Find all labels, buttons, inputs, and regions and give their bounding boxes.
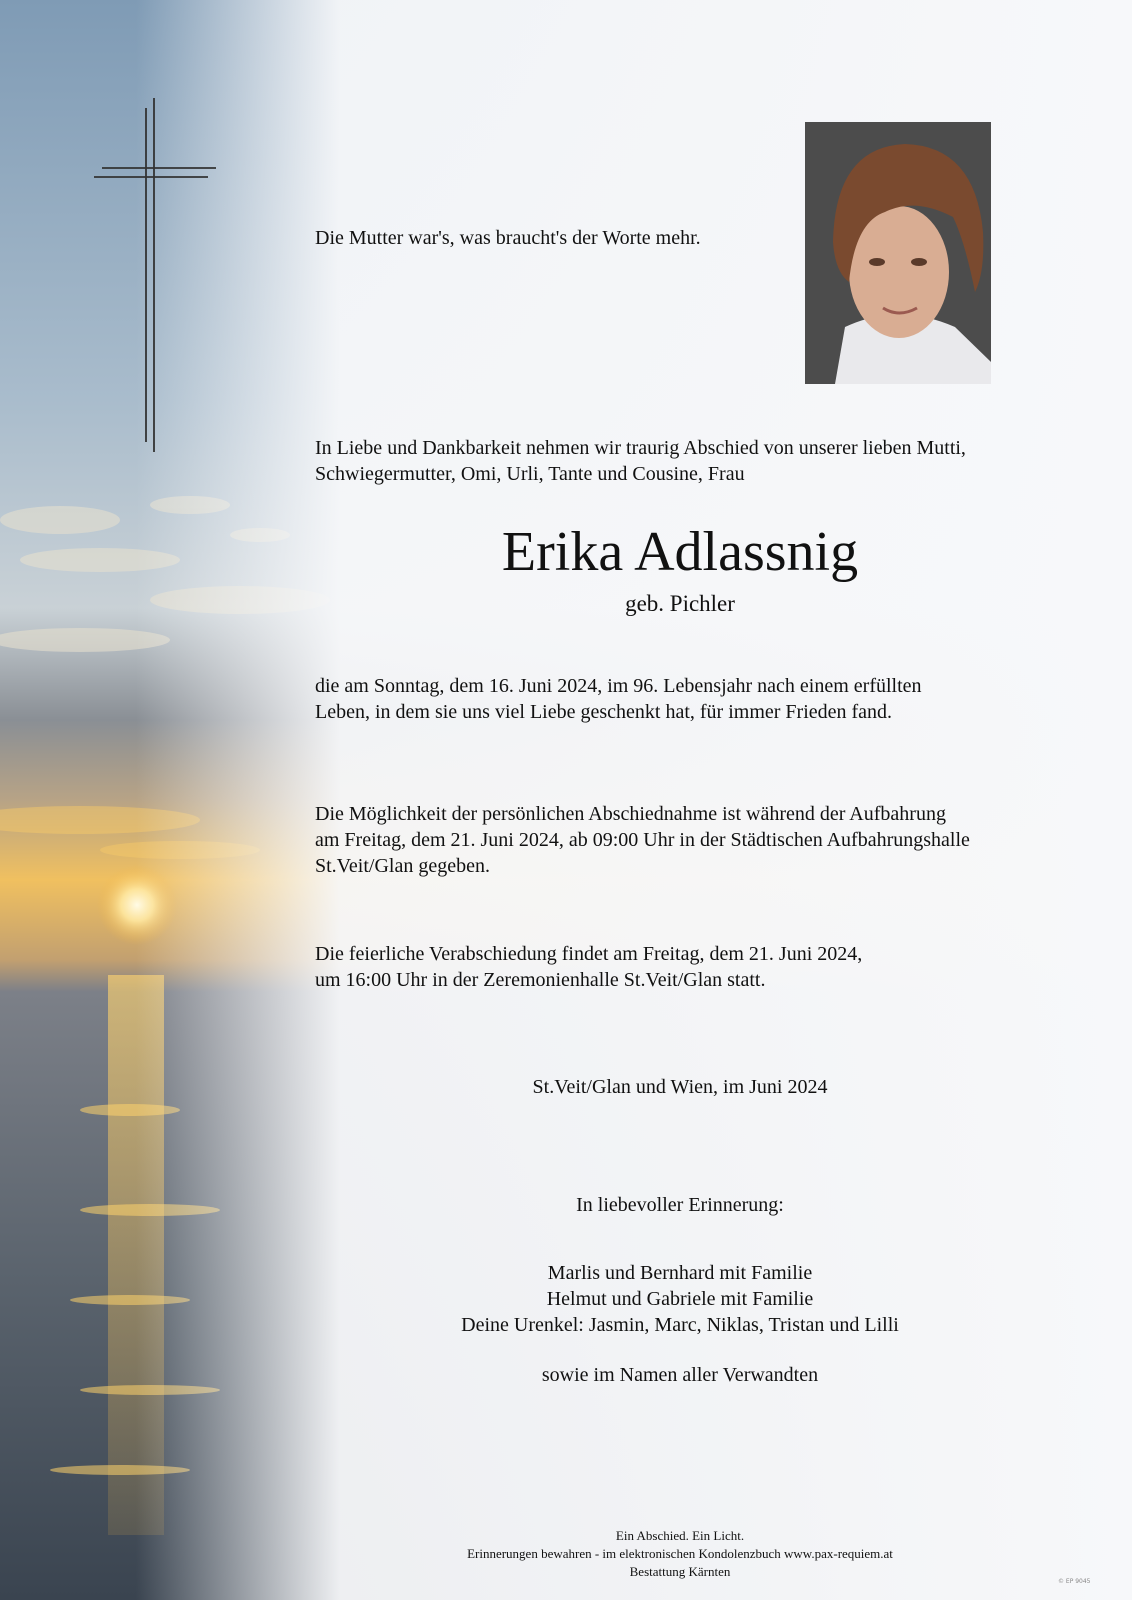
death-text [315, 673, 1075, 725]
relatives-note: sowie im Namen aller Verwandten [541, 1364, 819, 1386]
viewing-line: Die Möglichkeit der persönlichen Abschiednahme ist während der Aufbahrung [315, 803, 946, 825]
intro-text [315, 435, 1075, 487]
death-line: die am Sonntag, dem 16. Juni 2024, im 96. Lebensjahr nach einem erfüllten [315, 675, 922, 697]
print-code: © EP 9045 [1058, 1578, 1091, 1585]
intro-line: Schwiegermutter, Omi, Urli, Tante und Cousine, Frau [315, 463, 745, 485]
family-member: Marlis und Bernhard mit Familie [547, 1262, 813, 1284]
viewing-line: St.Veit/Glan gegeben. [315, 855, 490, 877]
deceased-name: Erika Adlassnig [501, 521, 859, 583]
footer [380, 1527, 980, 1581]
viewing-text [315, 801, 1075, 879]
family-list [315, 1260, 1045, 1338]
maiden-name: geb. Pichler [625, 591, 735, 616]
family-member: Helmut und Gabriele mit Familie [546, 1288, 814, 1310]
viewing-line: am Freitag, dem 21. Juni 2024, ab 09:00 Uhr in der Städtischen Aufbahrungshalle [315, 829, 970, 851]
intro-line: In Liebe und Dankbarkeit nehmen wir traurig Abschied von unserer lieben Mutti, [315, 437, 966, 459]
death-line: Leben, in dem sie uns viel Liebe geschenkt hat, für immer Frieden fand. [315, 701, 893, 723]
family-member: Deine Urenkel: Jasmin, Marc, Niklas, Tristan und Lilli [461, 1314, 899, 1336]
footer-slogan: Ein Abschied. Ein Licht. [615, 1528, 745, 1543]
motto: Die Mutter war's, was braucht's der Worte mehr. [315, 227, 701, 249]
remembrance-heading: In liebevoller Erinnerung: [576, 1194, 784, 1216]
ceremony-line: Die feierliche Verabschiedung findet am Freitag, dem 21. Juni 2024, [315, 943, 863, 965]
ceremony-line: um 16:00 Uhr in der Zeremonienhalle St.Veit/Glan statt. [315, 969, 766, 991]
footer-condolence-link[interactable]: Erinnerungen bewahren - im elektronischen Kondolenzbuch www.pax-requiem.at [467, 1546, 893, 1561]
ceremony-text [315, 941, 1075, 993]
place-date: St.Veit/Glan und Wien, im Juni 2024 [532, 1076, 828, 1098]
footer-undertaker: Bestattung Kärnten [629, 1564, 731, 1579]
portrait-photo [805, 122, 991, 384]
cross-icon [88, 92, 218, 462]
